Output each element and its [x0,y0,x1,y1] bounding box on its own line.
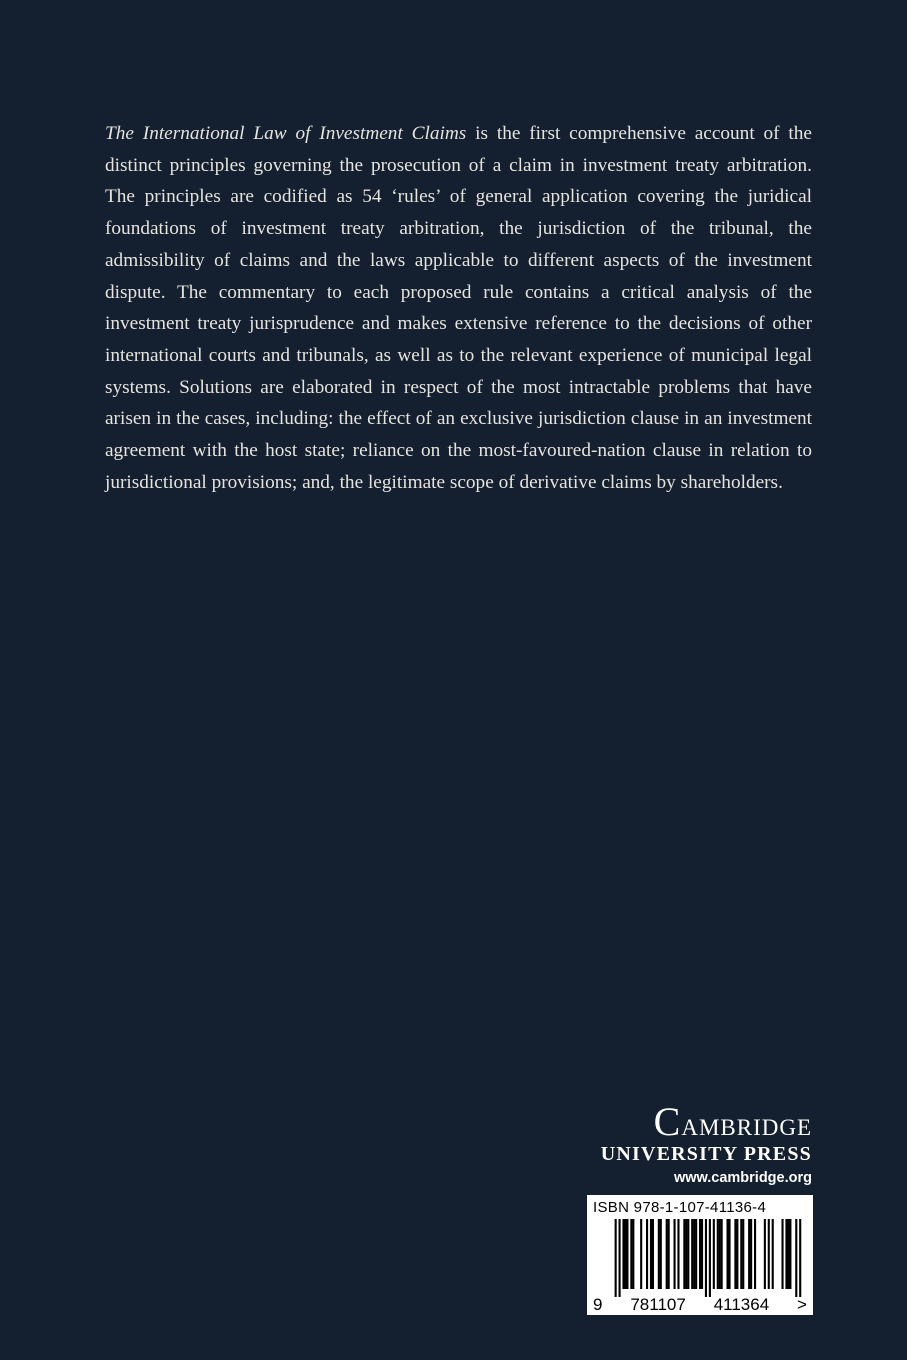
barcode-bar [795,1219,797,1297]
barcode-bar [695,1219,697,1289]
barcode-bar [685,1219,687,1289]
barcode-bar [742,1219,744,1289]
barcode-bar [709,1219,711,1297]
barcode-bar [666,1219,668,1289]
barcode-bar [691,1219,693,1289]
barcode-digit-prefix: 9 [593,1295,603,1314]
barcode-bar [668,1219,670,1289]
barcode-bar [764,1219,766,1289]
barcode-bar [727,1219,729,1289]
barcode-bar [768,1219,770,1289]
barcode-bar [658,1219,660,1289]
barcode-digit-right: 411364 [713,1295,770,1314]
barcode-bar [748,1219,750,1289]
barcode-bar [785,1219,787,1289]
barcode-bar [650,1219,652,1289]
isbn-barcode [587,1195,813,1315]
barcode-bar [713,1219,715,1289]
barcode-bar [799,1219,801,1297]
barcode-bar [705,1219,707,1297]
barcode-bar [632,1219,634,1289]
barcode-bar [677,1219,679,1289]
barcode-bar [754,1219,756,1289]
barcode-bar [750,1219,752,1289]
publisher-subtitle: UNIVERSITY PRESS [600,1143,812,1165]
barcode-bar [624,1219,626,1289]
barcode-bar [660,1219,662,1289]
barcode-bar [740,1219,742,1289]
barcode-bar [772,1219,774,1289]
barcode-bar [719,1219,721,1289]
barcode-bar [674,1219,676,1289]
barcode-bar [615,1219,617,1297]
barcode-bar [699,1219,701,1289]
barcode-bar [734,1219,736,1289]
barcode-bar [622,1219,624,1289]
back-cover-blurb [105,118,812,498]
barcode-bar [652,1219,654,1289]
barcode-bar [646,1219,648,1289]
barcode-bar [640,1219,642,1289]
barcode-bar [626,1219,628,1289]
barcode-bar [683,1219,685,1289]
publisher-logo [600,1099,812,1186]
book-title: The International Law of Investment Claims [105,123,467,144]
barcode-bar [693,1219,695,1289]
barcode-bar [736,1219,738,1289]
barcode-digit-left: 781107 [630,1295,686,1314]
barcode-bar [787,1219,789,1289]
barcode-bar [789,1219,791,1289]
barcode-bars [593,1219,807,1297]
barcode-bar [728,1219,730,1289]
isbn-label: ISBN 978-1-107-41136-4 [593,1199,767,1216]
barcode-digit-end: > [797,1295,807,1314]
publisher-name: Cambridge [653,1099,812,1144]
blurb-text: is the first comprehensive account of the distinct principles governing the prosecution of a claim in investment treaty arbitration. The principles are codified as 54 ‘rules’ of general application covering the juridical foundations of investment treaty arbitration, the jurisdiction of the tribunal, the admissibility of claims and the laws applicable to different aspects of the investment dispute. The commentary to each proposed rule contains a critical analysis of the investment treaty jurisprudence and makes extensive reference to the decisions of other international courts and tribunals, as well as to the relevant experience of municipal legal systems. Solutions are elaborated in respect of the most intractable problems that have arisen in the cases, including: the effect of an exclusive jurisdiction clause in an investment agreement with the host state; reliance on the most-favoured-nation clause in relation to jurisdictional provisions; and, the legitimate scope of derivative claims by shareholders. [105,123,812,493]
barcode-bar [630,1219,632,1289]
barcode-bar [687,1219,689,1289]
barcode-bar [721,1219,723,1289]
barcode-bar [619,1219,621,1297]
publisher-url: www.cambridge.org [673,1170,812,1186]
barcode-bar [717,1219,719,1289]
barcode-bar [701,1219,703,1289]
barcode-bar [781,1219,783,1289]
barcode-digits [593,1296,807,1313]
